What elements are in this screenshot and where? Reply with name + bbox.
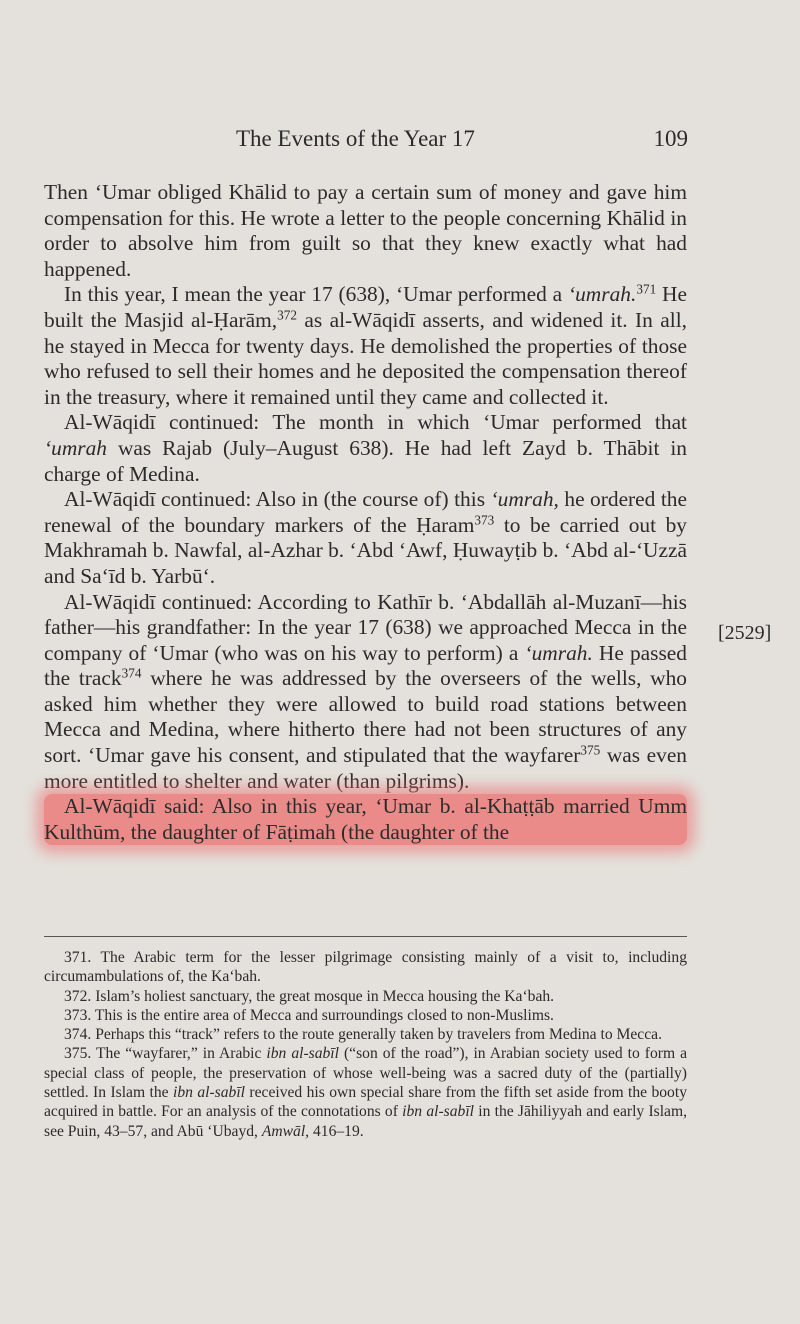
text-run: to be carried out by Makhramah b. Nawfal, al-Azhar b. ‘Abd ‘Awf, Ḥuwayṭib b. ‘Abd al-‘Uzzā and Sa‘īd b. Yarbū‘. <box>44 512 687 588</box>
footnote-ref: 372 <box>277 307 297 323</box>
footnote-ref: 373 <box>474 512 495 528</box>
footnote-divider <box>44 936 687 937</box>
footnote <box>44 987 687 1006</box>
text-run: was Rajab (July–August 638). He had left Zayd b. Thābit in charge of Medina. <box>44 435 687 486</box>
highlighted-paragraph <box>44 794 687 845</box>
footnote-ref: 375 <box>580 742 601 758</box>
text-run: Al-Wāqidī continued: According to Kathīr b. ‘Abdallāh al-Muzanī—his father—his grandfather: In the year 17 (638) we approached Mecca in the company of ‘Umar (who was on his way to perform) a <box>44 589 687 665</box>
text-run: 373. This is the entire area of Mecca and surroundings closed to non-Muslims. <box>64 1006 554 1024</box>
text-run: 372. Islam’s holiest sanctuary, the great mosque in Mecca housing the Ka‘bah. <box>64 987 555 1005</box>
text-run: in the Jāhiliyyah and early Islam, see Puin, 43–57, and Abū ‘Ubayd, <box>44 1103 687 1140</box>
italic-term: Amwāl, <box>261 1122 310 1140</box>
page-number: 109 <box>653 126 688 151</box>
text-run: was even more entitled to shelter and water (than pilgrims). <box>44 743 688 793</box>
main-text <box>44 180 687 845</box>
text-run: Al-Wāqidī continued: Also in (the course of) this <box>64 487 491 512</box>
italic-term: ‘umrah. <box>567 282 637 307</box>
footnote <box>44 948 687 987</box>
paragraph <box>44 590 687 795</box>
text-run: 374. Perhaps this “track” refers to the route generally taken by travelers from Medina to Mecca. <box>64 1026 662 1044</box>
margin-page-marker: [2529] <box>718 622 772 644</box>
italic-term: ibn al-sabīl <box>402 1103 474 1121</box>
text-run: In this year, I mean the year 17 (638), ‘Umar performed a <box>64 282 568 307</box>
text-run: 416–19. <box>309 1122 364 1140</box>
paragraph <box>44 487 687 589</box>
italic-term: ibn al-sabīl <box>266 1045 339 1063</box>
footnote-ref: 371 <box>636 282 657 298</box>
text-run: Al-Wāqidī continued: The month in which ‘Umar performed that <box>64 410 687 435</box>
text-run: He passed the track <box>44 640 687 691</box>
text-run: he ordered the renewal of the boundary markers of the Ḥaram <box>44 487 687 537</box>
text-run: Al-Wāqidī said: Also in this year, ‘Umar b. al-Khaṭṭāb married Umm Kulthūm, the daughter of Fāṭimah (the daughter of the <box>44 794 687 844</box>
footnote <box>44 1044 687 1140</box>
paragraph <box>44 410 687 487</box>
footnote <box>44 1006 687 1025</box>
footnotes <box>44 948 687 1141</box>
italic-term: ‘umrah. <box>524 640 593 665</box>
footnote <box>44 1025 687 1044</box>
footnote-ref: 374 <box>121 665 142 681</box>
text-run: as al-Wāqidī asserts, and widened it. In all, he stayed in Mecca for twenty days. He demolished the properties of those who refused to sell their homes and he deposited the compensation thereof in the treasury, where it remained until they came and collected it. <box>44 307 687 409</box>
italic-term: ibn al-sabīl <box>172 1084 245 1102</box>
paragraph <box>44 180 687 282</box>
italic-term: ‘umrah, <box>490 487 559 512</box>
chapter-title: The Events of the Year 17 <box>236 126 475 151</box>
paragraph <box>44 282 687 410</box>
text-run: (“son of the road”), in Arabian society used to form a special class of people, the preservation of whose well-being was a sacred duty of the (partially) settled. In Islam the <box>44 1045 687 1102</box>
italic-term: ‘umrah <box>44 435 107 460</box>
text-run: 371. The Arabic term for the lesser pilgrimage consisting mainly of a visit to, including circumambulations of, the Ka‘bah. <box>44 949 687 986</box>
text-run: Then ‘Umar obliged Khālid to pay a certain sum of money and gave him compensation for this. He wrote a letter to the people concerning Khālid in order to absolve him from guilt so that they knew exactly what had happened. <box>44 180 687 281</box>
text-run: 375. The “wayfarer,” in Arabic <box>64 1045 267 1063</box>
text-run: received his own special share from the fifth set aside from the booty acquired in battle. For an analysis of the connotations of <box>44 1084 687 1121</box>
text-run: He built the Masjid al-Ḥarām, <box>44 282 687 332</box>
text-run: where he was addressed by the overseers of the wells, who asked him whether they were allowed to build road stations between Mecca and Medina, where hitherto there had not been structures of any sort. ‘Umar gave his consent, and stipulated that the wayfarer <box>44 666 687 768</box>
